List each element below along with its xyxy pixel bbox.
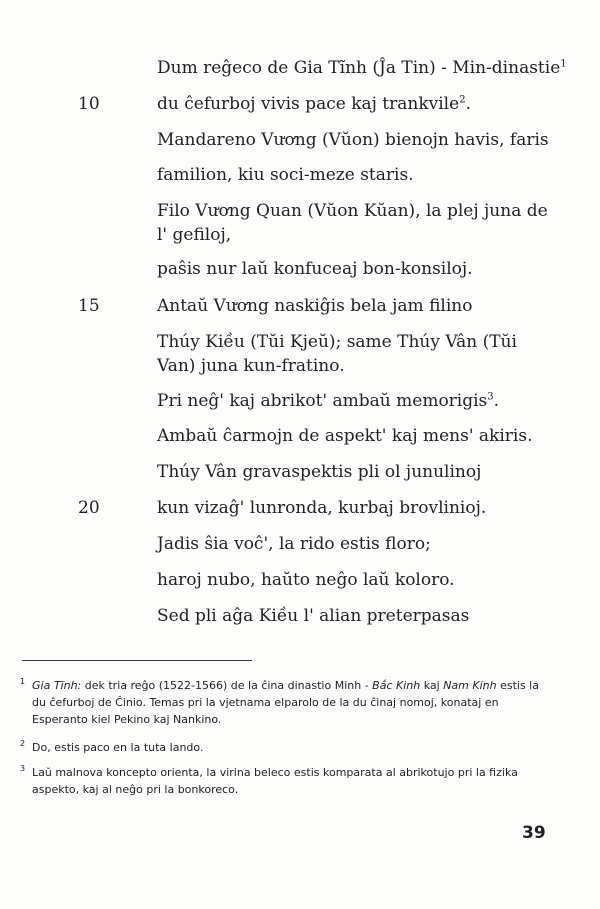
footnote-marker: 2 — [20, 739, 26, 748]
poem-line: haroj nubo, haŭto neĝo laŭ koloro. — [157, 570, 455, 590]
poem-line: kun vizaĝ' lunronda, kurbaj brovlinioj. — [157, 498, 487, 518]
poem-line: Filo Vương Quan (Vŭon Kŭan), la plej juna de l' gefiloj, — [157, 201, 548, 245]
poem-line: du ĉefurboj vivis pace kaj trankvile$^2$. — [157, 94, 471, 114]
footnote-marker: 1 — [20, 677, 26, 686]
line-number: 10 — [78, 94, 100, 114]
poem-line: familion, kiu soci-meze staris. — [157, 165, 414, 185]
page-number: 39 — [522, 823, 546, 843]
line-number: 20 — [78, 498, 100, 518]
poem-line: Antaŭ Vương naskiĝis bela jam filino — [157, 296, 473, 316]
footnote-text: Laŭ malnova koncepto orienta, la virina beleco estis komparata al abrikotujo pri la fizika aspekto, kaj al neĝo pri la bonkoreco. — [32, 766, 518, 796]
poem-line: Jadis ŝia voĉ', la rido estis floro; — [157, 534, 431, 554]
footnote-ref[interactable]: 3 — [487, 391, 494, 403]
poem-line: Mandareno Vương (Vŭon) bienojn havis, faris — [157, 130, 549, 150]
footnote — [22, 764, 552, 798]
footnote-divider — [22, 660, 252, 661]
poem-line: Pri neĝ' kaj abrikot' ambaŭ memorigis$^3$. — [157, 391, 500, 411]
footnote-text: Gia Tĩnh: dek tria reĝo (1522-1566) de la ĉina dinastio Minh - Bắc Kinh kaj Nam Kinh estis la du ĉefurboj de Ĉinio. Temas pri la vjetnama elparolo de la du ĉinaj nomoj, konataj en Esperanto kiel Pekino kaj Nankino. — [32, 679, 539, 726]
poem-line: Thúy Vân gravaspektis pli ol junulinoj — [157, 462, 482, 482]
footnote-marker: 3 — [20, 764, 26, 773]
footnote — [22, 677, 552, 728]
footnote — [22, 739, 552, 756]
poem-line: Sed pli aĝa Kiều l' alian preterpasas — [157, 606, 470, 626]
line-number: 15 — [78, 296, 100, 316]
poem-line: Ambaŭ ĉarmojn de aspekt' kaj mens' akiris. — [157, 426, 533, 446]
footnote-ref[interactable]: 1 — [560, 58, 567, 70]
footnote-text: Do, estis paco en la tuta lando. — [32, 741, 204, 754]
footnote-ref[interactable]: 2 — [459, 94, 466, 106]
poem-line: paŝis nur laŭ konfuceaj bon-konsiloj. — [157, 259, 473, 279]
poem-line: Dum reĝeco de Gia Tĩnh (Ĵa Tin) - Min-dinastie$^1$ — [157, 58, 567, 78]
poem-line: Thúy Kiều (Tŭi Kjeŭ); same Thúy Vân (Tŭi Van) juna kun-fratino. — [157, 332, 517, 376]
